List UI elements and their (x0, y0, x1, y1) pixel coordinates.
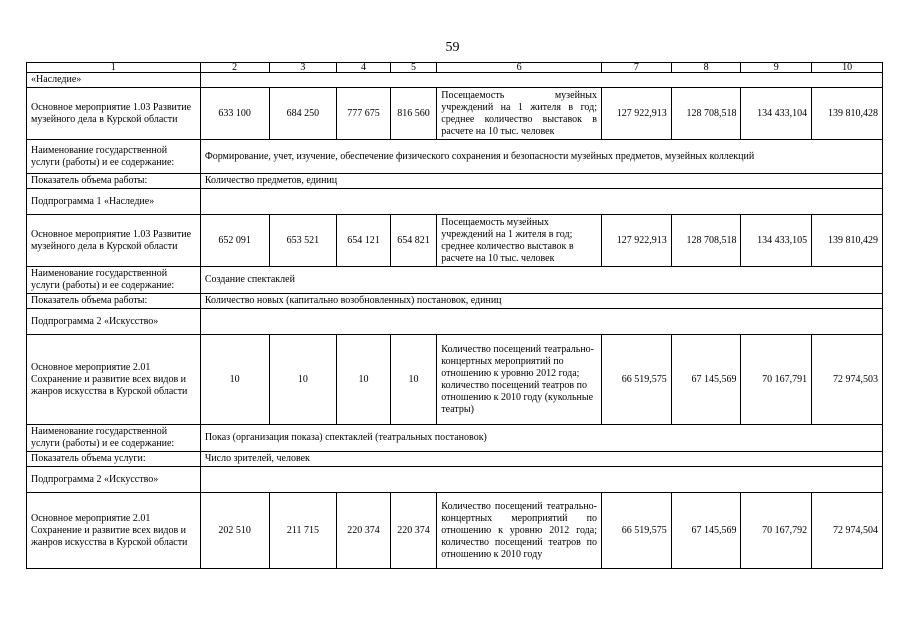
column-number: 7 (602, 63, 672, 73)
volume-indicator-row (27, 174, 883, 189)
subprogram-row (27, 309, 883, 335)
value-cell: 127 922,913 (602, 88, 672, 140)
value-cell: 139 810,428 (812, 88, 883, 140)
subprogram-row (27, 467, 883, 493)
service-name-label: Наименование государственной услуги (работы) и ее содержание: (27, 140, 201, 174)
value-cell: 211 715 (269, 493, 337, 569)
subprogram-row (27, 189, 883, 215)
column-number: 9 (741, 63, 812, 73)
empty-cell (200, 467, 882, 493)
page-number: 59 (445, 40, 460, 55)
volume-indicator-label: Показатель объема работы: (27, 174, 201, 189)
activity-label: Основное мероприятие 1.03 Развитие музейного дела в Курской области (27, 88, 201, 140)
value-cell: 67 145,569 (671, 335, 741, 425)
value-cell: 653 521 (269, 215, 337, 267)
value-cell: 654 821 (390, 215, 436, 267)
volume-indicator-row (27, 294, 883, 309)
activity-label: Основное мероприятие 2.01 Сохранение и развитие всех видов и жанров искусства в Курской области (27, 335, 201, 425)
value-cell: 652 091 (200, 215, 269, 267)
column-number-row (27, 63, 883, 73)
value-cell: 139 810,429 (812, 215, 883, 267)
column-number: 2 (200, 63, 269, 73)
subprogram-label: Подпрограмма 2 «Искусство» (27, 467, 201, 493)
value-cell: 134 433,104 (741, 88, 812, 140)
column-number: 4 (337, 63, 391, 73)
value-cell: 127 922,913 (602, 215, 672, 267)
column-number: 3 (269, 63, 337, 73)
activity-row (27, 215, 883, 267)
column-number: 6 (437, 63, 602, 73)
subprogram-label: Подпрограмма 1 «Наследие» (27, 189, 201, 215)
service-name-text: Создание спектаклей (200, 267, 882, 294)
value-cell: 777 675 (337, 88, 391, 140)
indicator-cell: Количество посещений театрально-концертных мероприятий по отношению к уровню 2012 года; количество посещений театров по отношению к 2010 году (кукольные театры) (437, 335, 602, 425)
service-name-row (27, 425, 883, 452)
indicator-cell: Посещаемость музейных учреждений на 1 жителя в год; среднее количество выставок в расчете на 10 тыс. человек (437, 88, 602, 140)
volume-indicator-label: Показатель объема услуги: (27, 452, 201, 467)
volume-indicator-text: Число зрителей, человек (200, 452, 882, 467)
value-cell: 70 167,791 (741, 335, 812, 425)
volume-indicator-text: Количество новых (капитально возобновленных) постановок, единиц (200, 294, 882, 309)
subprogram-label: «Наследие» (27, 73, 201, 88)
volume-indicator-label: Показатель объема работы: (27, 294, 201, 309)
value-cell: 816 560 (390, 88, 436, 140)
indicator-cell: Посещаемость музейных учреждений на 1 жителя в год; среднее количество выставок в расчете на 10 тыс. человек (437, 215, 602, 267)
activity-row (27, 335, 883, 425)
volume-indicator-text: Количество предметов, единиц (200, 174, 882, 189)
service-name-text: Формирование, учет, изучение, обеспечение физического сохранения и безопасности музейных предметов, музейных коллекций (200, 140, 882, 174)
service-name-label: Наименование государственной услуги (работы) и ее содержание: (27, 425, 201, 452)
column-number: 5 (390, 63, 436, 73)
volume-indicator-row (27, 452, 883, 467)
value-cell: 10 (200, 335, 269, 425)
activity-row (27, 493, 883, 569)
value-cell: 128 708,518 (671, 88, 741, 140)
value-cell: 10 (269, 335, 337, 425)
value-cell: 67 145,569 (671, 493, 741, 569)
value-cell: 128 708,518 (671, 215, 741, 267)
value-cell: 72 974,504 (812, 493, 883, 569)
activity-label: Основное мероприятие 2.01 Сохранение и развитие всех видов и жанров искусства в Курской области (27, 493, 201, 569)
value-cell: 66 519,575 (602, 493, 672, 569)
budget-table (26, 62, 883, 569)
value-cell: 72 974,503 (812, 335, 883, 425)
service-name-row (27, 140, 883, 174)
value-cell: 66 519,575 (602, 335, 672, 425)
activity-label: Основное мероприятие 1.03 Развитие музейного дела в Курской области (27, 215, 201, 267)
empty-cell (200, 189, 882, 215)
service-name-row (27, 267, 883, 294)
value-cell: 220 374 (337, 493, 391, 569)
value-cell: 10 (390, 335, 436, 425)
service-name-text: Показ (организация показа) спектаклей (театральных постановок) (200, 425, 882, 452)
column-number: 8 (671, 63, 741, 73)
value-cell: 220 374 (390, 493, 436, 569)
activity-row (27, 88, 883, 140)
service-name-label: Наименование государственной услуги (работы) и ее содержание: (27, 267, 201, 294)
value-cell: 633 100 (200, 88, 269, 140)
value-cell: 202 510 (200, 493, 269, 569)
indicator-cell: Количество посещений театрально-концертных мероприятий по отношению к уровню 2012 года; количество посещений театров по отношению к 2010 году (437, 493, 602, 569)
value-cell: 134 433,105 (741, 215, 812, 267)
column-number: 10 (812, 63, 883, 73)
subprogram-label: Подпрограмма 2 «Искусство» (27, 309, 201, 335)
value-cell: 70 167,792 (741, 493, 812, 569)
value-cell: 10 (337, 335, 391, 425)
value-cell: 654 121 (337, 215, 391, 267)
value-cell: 684 250 (269, 88, 337, 140)
column-number: 1 (27, 63, 201, 73)
empty-cell (200, 73, 882, 88)
empty-cell (200, 309, 882, 335)
subprogram-row (27, 73, 883, 88)
